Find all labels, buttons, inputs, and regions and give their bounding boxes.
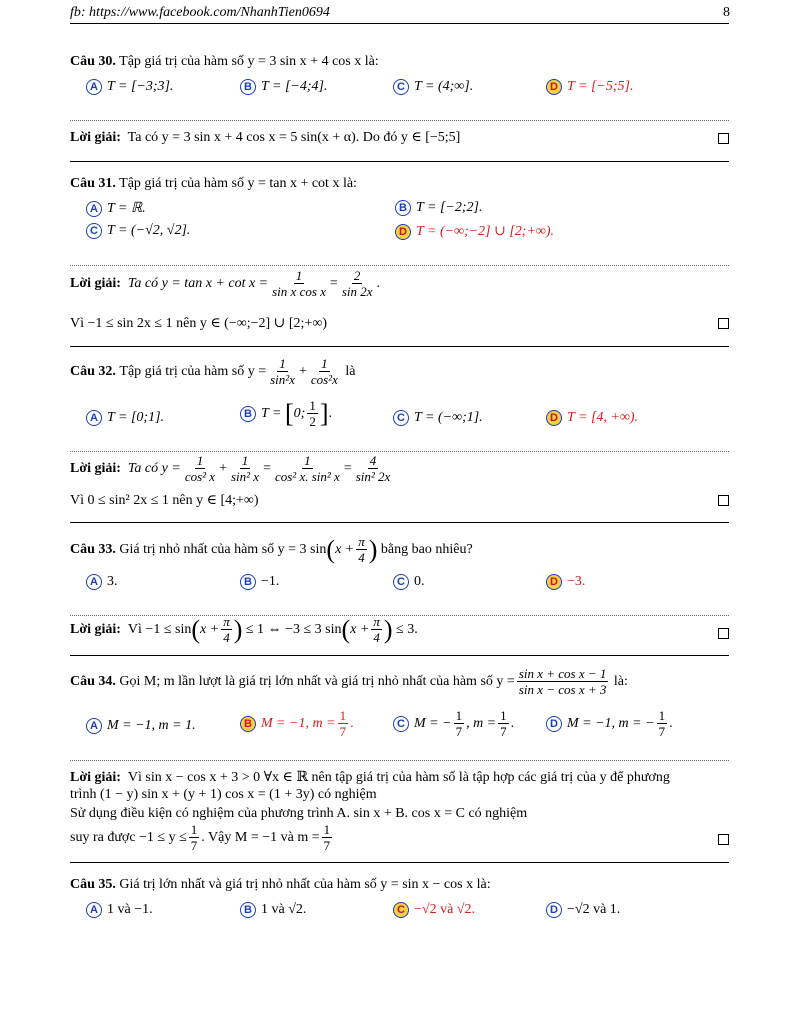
option-badge: B	[240, 902, 256, 918]
qed-box	[718, 133, 729, 144]
section-rule	[70, 862, 729, 863]
question-text: Tập giá trị của hàm số y = tan x + cot x là:	[119, 176, 357, 191]
fraction-denominator: 4	[223, 630, 230, 645]
option-text: T = [−4;4].	[261, 79, 328, 94]
solution-label: Lời giải:	[70, 770, 121, 785]
q30-option-a[interactable]	[86, 79, 174, 95]
option-badge: A	[86, 718, 102, 734]
fraction-denominator: 2	[309, 414, 316, 429]
question-label: Câu 32.	[70, 363, 116, 379]
qed-box	[718, 628, 729, 639]
fraction	[270, 268, 328, 299]
fraction-denominator: sin² 2x	[355, 469, 391, 484]
fraction-denominator: sin x cos x	[272, 284, 326, 299]
option-badge-correct: D	[395, 224, 411, 240]
dotted-separator	[70, 451, 729, 452]
option-text: T = [0;1].	[107, 410, 165, 425]
fraction-numerator: sin x + cos x − 1	[518, 666, 607, 681]
option-badge: D	[546, 902, 562, 918]
fraction	[338, 708, 349, 739]
q35-option-b[interactable]	[240, 902, 306, 918]
question-text: Tập giá trị của hàm số y = 3 sin x + 4 cos x là:	[119, 54, 379, 69]
fraction	[307, 398, 318, 429]
fraction	[183, 453, 217, 484]
fraction	[221, 614, 232, 645]
option-text: 0;	[293, 405, 306, 421]
option-text: −√2 và 1.	[567, 902, 621, 917]
dotted-separator	[70, 120, 729, 121]
question-label: Câu 34.	[70, 673, 116, 689]
fraction-numerator: 1	[309, 398, 316, 413]
q34-option-c[interactable]: C M = − $\frac{1}{7}$ , m = $\frac{1}{7}$ .	[393, 708, 514, 739]
fraction-denominator: sin²x	[270, 372, 295, 387]
question-text: Tập giá trị của hàm số y =	[119, 363, 267, 379]
qed-box	[718, 834, 729, 845]
solution-text: Ta có y = 3 sin x + 4 cos x = 5 sin(x + α). Do đó y ∈ [−5;5]	[127, 130, 461, 145]
fraction-denominator: cos² x. sin² x	[274, 469, 340, 484]
q33-option-b[interactable]	[240, 574, 279, 590]
question-35-stem	[70, 877, 491, 893]
fraction-denominator: 7	[339, 724, 347, 739]
fraction	[498, 708, 509, 739]
header-rule	[70, 23, 729, 24]
fraction	[322, 822, 333, 853]
fraction	[371, 614, 382, 645]
question-label: Câu 33.	[70, 541, 116, 557]
option-badge: C	[393, 574, 409, 590]
dotted-separator	[70, 265, 729, 266]
option-text: T = (−∞;1].	[414, 410, 483, 425]
fraction-denominator: sin x − cos x + 3	[518, 682, 607, 697]
page-number: 8	[723, 5, 730, 20]
q32-option-b[interactable]: B T = [ 0; $\frac{1}{2}$ ] .	[240, 398, 332, 429]
q32-solution: Lời giải: Ta có y = $\frac{1}{\text{cos² x}}$ + $\frac{1}{\text{sin² x}}$ = $\frac{1}{\text{cos² x. sin² x}}$ = $\frac{4}{\text{sin² 2x}}$	[70, 453, 391, 484]
solution-text: . Vậy M = −1 và m =	[201, 829, 320, 845]
fraction	[657, 708, 668, 739]
option-text: T = [−2;2].	[416, 200, 483, 215]
option-text: , m =	[466, 715, 497, 731]
option-badge: B	[240, 406, 256, 422]
fraction-numerator: 1	[304, 453, 311, 468]
option-text: M = −1, m = 1.	[107, 718, 196, 733]
fraction	[273, 453, 342, 484]
option-text: −√2 và √2.	[414, 902, 475, 917]
option-badge: A	[86, 902, 102, 918]
fraction-numerator: π	[223, 614, 230, 629]
fraction-numerator: 1	[321, 356, 328, 371]
question-text: Giá trị nhỏ nhất của hàm số y = 3 sin	[119, 541, 327, 557]
option-text: 1 và −1.	[107, 902, 153, 917]
qed-box	[718, 495, 729, 506]
option-text: T = (4;∞].	[414, 79, 474, 94]
option-badge: B	[240, 574, 256, 590]
fraction-numerator: π	[358, 534, 365, 549]
question-text: là:	[613, 673, 628, 689]
option-text: T = (−√2, √2].	[107, 223, 191, 238]
option-text: T = [−5;5].	[567, 79, 634, 94]
fraction	[356, 534, 367, 565]
fraction-numerator: 1	[323, 822, 331, 837]
fraction-denominator: 4	[358, 550, 365, 565]
q34-solution-line-2: trình (1 − y) sin x + (y + 1) cos x = (1 + 3y) có nghiệm	[70, 787, 377, 802]
fraction-denominator: 4	[373, 630, 380, 645]
fraction-numerator: 1	[339, 708, 347, 723]
option-text: −3.	[567, 574, 586, 589]
fraction-numerator: 1	[658, 708, 666, 723]
fraction	[354, 453, 393, 484]
fraction-numerator: 1	[241, 453, 249, 468]
q32-option-c[interactable]	[393, 410, 483, 426]
q34-solution-line-4	[70, 822, 334, 853]
fraction	[189, 822, 200, 853]
q34-solution-line-3: Sử dụng điều kiện có nghiệm của phương trình A. sin x + B. cos x = C có nghiệm	[70, 806, 528, 821]
section-rule	[70, 161, 729, 162]
solution-label: Lời giải:	[70, 621, 121, 637]
option-badge: B	[395, 200, 411, 216]
option-badge: C	[393, 79, 409, 95]
fraction	[309, 356, 340, 387]
q33-option-d[interactable]	[546, 574, 585, 590]
equals-sign: =	[329, 275, 338, 291]
page-header-source: fb: https://www.facebook.com/NhanhTien0694	[70, 5, 330, 20]
section-rule	[70, 346, 729, 347]
solution-text: ≤ 3.	[396, 621, 418, 637]
fraction-denominator: cos² x	[184, 469, 216, 484]
q31-solution: Lời giải: Ta có y = tan x + cot x = $\frac{1}{\text{sin x cos x}}$ = $\frac{2}{\sin 2x}$ .	[70, 268, 381, 299]
option-text: T = (−∞;−2] ∪ [2;+∞).	[416, 224, 555, 239]
option-text: T = [4, +∞).	[567, 410, 639, 425]
question-text: là	[345, 363, 356, 379]
solution-label: Lời giải:	[70, 460, 121, 476]
plus-sign: +	[298, 363, 307, 379]
q34-option-b[interactable]: B M = −1, m = $\frac{1}{7}$ .	[240, 708, 354, 739]
q31-solution-line-2: Vì −1 ≤ sin 2x ≤ 1 nên y ∈ (−∞;−2] ∪ [2;+∞)	[70, 316, 327, 331]
q32-solution-line-2: Vì 0 ≤ sin² 2x ≤ 1 nên y ∈ [4;+∞)	[70, 493, 259, 508]
solution-label: Lời giải:	[70, 275, 121, 291]
q31-option-d[interactable]	[395, 223, 554, 240]
section-rule	[70, 655, 729, 656]
question-32-stem	[70, 356, 355, 387]
fraction	[454, 708, 465, 739]
q33-solution: Lời giải: Vì −1 ≤ sin ( x + $\frac{\pi}{4}$ ) ≤ 1 ⇔ −3 ≤ 3 sin ( x + $\frac{\pi}{4}$ ) ≤ 3.	[70, 614, 418, 645]
solution-text: Ta có y = tan x + cot x =	[127, 275, 269, 291]
question-30-stem	[70, 54, 379, 70]
option-text: T = ℝ.	[107, 201, 146, 216]
option-text: 0.	[414, 574, 425, 589]
option-badge: B	[240, 79, 256, 95]
fraction-denominator: 7	[323, 838, 331, 853]
fraction-denominator: 7	[658, 724, 666, 739]
question-33-stem: Câu 33. Giá trị nhỏ nhất của hàm số y = 3 sin ( x + $\frac{\pi}{4}$ ) bằng bao nhiêu?	[70, 534, 473, 565]
solution-text: ≤ 1 ⇔ −3 ≤ 3 sin	[245, 621, 342, 637]
q31-option-b[interactable]	[395, 200, 483, 216]
q30-option-c[interactable]	[393, 79, 473, 95]
solution-label: Lời giải:	[70, 130, 121, 145]
q31-option-c[interactable]	[86, 223, 190, 239]
question-text: Gọi M; m lần lượt là giá trị lớn nhất và giá trị nhỏ nhất của hàm số y =	[119, 673, 515, 689]
option-badge: A	[86, 574, 102, 590]
option-badge-correct: D	[546, 79, 562, 95]
option-badge: A	[86, 79, 102, 95]
option-badge: A	[86, 410, 102, 426]
dotted-separator	[70, 760, 729, 761]
question-label: Câu 35.	[70, 877, 116, 892]
solution-text: Ta có y =	[127, 460, 181, 476]
q30-option-b[interactable]	[240, 79, 328, 95]
fraction-numerator: 1	[279, 356, 286, 371]
fraction-numerator: π	[373, 614, 380, 629]
fraction-denominator: cos²x	[310, 372, 338, 387]
q34-option-d[interactable]: D M = −1, m = − $\frac{1}{7}$ .	[546, 708, 673, 739]
fraction-numerator: 1	[190, 822, 198, 837]
option-text: T = [−3;3].	[107, 79, 174, 94]
q35-option-a[interactable]	[86, 902, 153, 918]
fraction-numerator: 4	[369, 453, 377, 468]
option-text: M = −	[414, 715, 452, 731]
q32-option-a[interactable]	[86, 410, 164, 426]
fraction	[229, 453, 261, 484]
fraction	[268, 356, 297, 387]
option-text: T =	[261, 405, 282, 421]
option-badge-correct: D	[546, 574, 562, 590]
fraction-denominator: 7	[190, 838, 198, 853]
option-text: M = −1, m =	[261, 715, 336, 731]
fraction-denominator: 7	[455, 724, 463, 739]
fraction-numerator: 1	[295, 268, 303, 283]
option-badge: A	[86, 201, 102, 217]
question-text: bằng bao nhiêu?	[380, 541, 473, 557]
solution-text: Vì −1 ≤ sin	[127, 621, 192, 637]
option-text: 3.	[107, 574, 118, 589]
q30-option-d[interactable]	[546, 79, 634, 95]
option-text: −1.	[261, 574, 280, 589]
fraction-denominator: sin 2x	[341, 284, 373, 299]
fraction-numerator: 1	[500, 708, 507, 723]
qed-box	[718, 318, 729, 329]
solution-text: Vì sin x − cos x + 3 > 0 ∀x ∈ ℝ nên tập giá trị của hàm số là tập hợp các giá trị của y để phương	[127, 770, 670, 785]
q32-option-d[interactable]	[546, 410, 638, 426]
q30-solution	[70, 129, 460, 146]
math-text: x +	[335, 541, 355, 557]
q35-option-c[interactable]	[393, 902, 475, 918]
option-badge: C	[86, 223, 102, 239]
fraction-numerator: 1	[196, 453, 204, 468]
question-34-stem	[70, 666, 628, 697]
option-badge: C	[393, 410, 409, 426]
option-badge: C	[393, 716, 409, 732]
q33-option-a[interactable]	[86, 574, 118, 590]
fraction	[517, 666, 609, 697]
math-text: x +	[200, 621, 220, 637]
fraction-denominator: 7	[500, 724, 507, 739]
solution-text: suy ra được −1 ≤ y ≤	[70, 829, 187, 845]
fraction-denominator: sin² x	[230, 469, 260, 484]
fraction-numerator: 2	[353, 268, 361, 283]
math-text: x +	[350, 621, 370, 637]
fraction	[340, 268, 375, 299]
q34-solution-line-1	[70, 769, 670, 786]
question-text: Giá trị lớn nhất và giá trị nhỏ nhất của hàm số y = sin x − cos x là:	[119, 877, 491, 892]
q34-option-a[interactable]	[86, 718, 196, 734]
option-text: M = −1, m = −	[567, 715, 655, 731]
option-badge-correct: B	[240, 716, 256, 732]
option-text: 1 và √2.	[261, 902, 307, 917]
section-rule	[70, 522, 729, 523]
question-label: Câu 31.	[70, 176, 116, 191]
question-31-stem	[70, 176, 357, 192]
q35-option-d[interactable]	[546, 902, 620, 918]
q33-option-c[interactable]	[393, 574, 425, 590]
question-label: Câu 30.	[70, 54, 116, 69]
fraction-numerator: 1	[455, 708, 463, 723]
q31-option-a[interactable]	[86, 200, 146, 217]
option-badge-correct: D	[546, 410, 562, 426]
option-badge-correct: C	[393, 902, 409, 918]
option-badge: D	[546, 716, 562, 732]
